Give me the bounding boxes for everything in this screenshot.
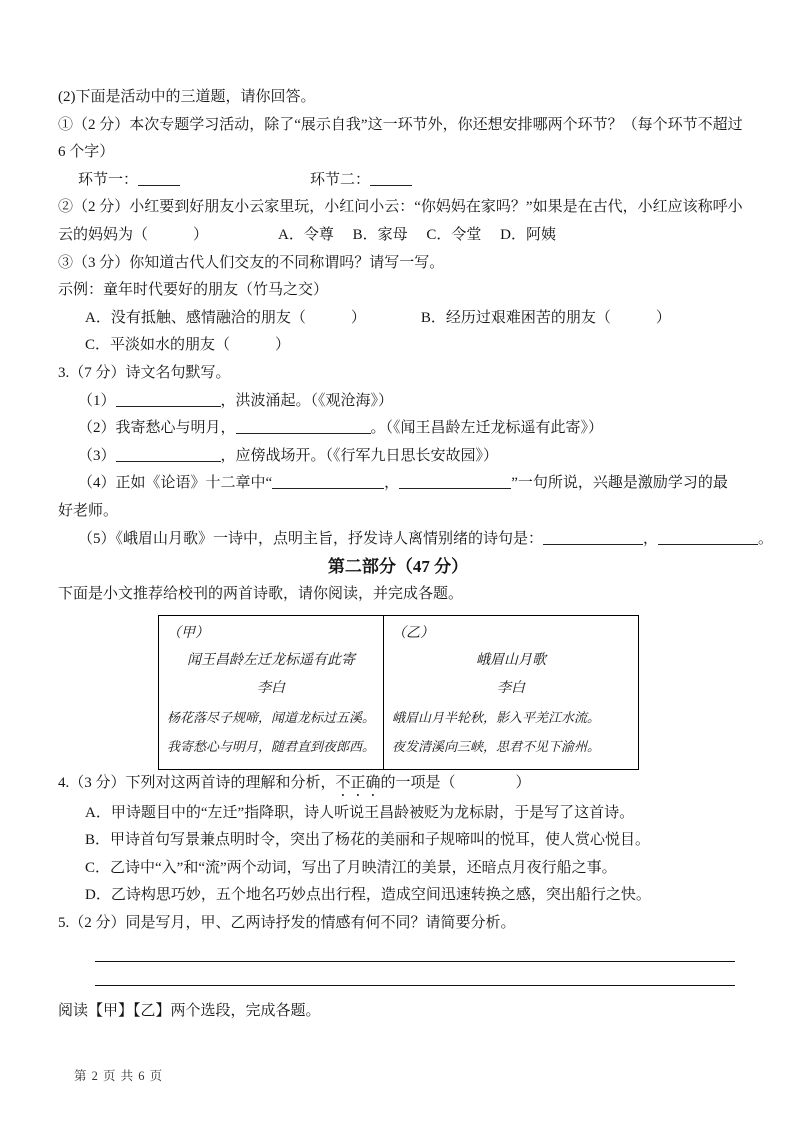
q3-item5-post: 。 <box>758 530 774 547</box>
q3-item4 <box>58 470 738 498</box>
answer-blank <box>116 446 221 462</box>
answer-blank <box>399 473 511 489</box>
q3-item5-mid: ， <box>643 530 659 547</box>
q3-item1-pre: （1） <box>78 392 116 409</box>
poem-yi-label: （乙） <box>392 625 435 641</box>
q3-item5 <box>58 526 774 554</box>
q4-stem-post: 的一项是（ ） <box>380 774 531 791</box>
q3-item3-post: ，应傍战场开。（《行军九日思长安故园》） <box>220 447 499 464</box>
q3-item2 <box>58 415 738 443</box>
item3-example: 示例：童年时代要好的朋友（竹马之交） <box>58 282 329 299</box>
poem-yi-title: 峨眉山月歌 <box>476 652 547 668</box>
item3-option-b: B．经历过艰难困苦的朋友（ ） <box>420 309 671 326</box>
answer-line <box>95 962 735 986</box>
q3-item2-post: 。（《闻王昌龄左迁龙标遥有此寄》） <box>370 420 604 437</box>
answer-line <box>95 944 735 962</box>
q3-title: 3.（7 分）诗文名句默写。 <box>58 364 231 381</box>
q3-item5-pre: （5）《峨眉山月歌》一诗中，点明主旨，抒发诗人离情别绪的诗句是： <box>78 530 544 547</box>
q4-option-a: A．甲诗题目中的“左迁”指降职，诗人听说王昌龄被贬为龙标尉，于是写了这首诗。 <box>85 804 635 821</box>
q3-item4-cont: 好老师。 <box>58 502 119 519</box>
q4-option-b: B．甲诗首句写景兼点明时令，突出了杨花的美丽和子规啼叫的悦耳，使人赏心悦目。 <box>85 832 651 849</box>
q4-emphasized-text: 不正确 <box>335 774 381 791</box>
answer-blank <box>236 418 371 434</box>
answer-blank <box>272 473 384 489</box>
poem-yi-author: 李白 <box>497 680 526 696</box>
item2-line2 <box>58 222 738 250</box>
answer-blank <box>543 529 643 545</box>
q3-item4-post: ”一句所说，兴趣是激励学习的最 <box>511 475 728 492</box>
item2-stem: 云的妈妈为（ ） <box>58 226 209 243</box>
item3-line1: ③（3 分）你知道古代人们交友的不同称谓吗？请写一写。 <box>58 254 445 271</box>
item3-options-ab <box>58 305 738 333</box>
part2-lead: 下面是小文推荐给校刊的两首诗歌，请你阅读，并完成各题。 <box>58 586 464 603</box>
answer-blank <box>138 170 180 186</box>
poem-jia-label: （甲） <box>167 625 209 641</box>
poem-jia-verse1: 杨花落尽子规啼，闻道龙标过五溪。 <box>167 709 376 725</box>
poem-cell-jia <box>159 615 384 769</box>
q3-item1 <box>58 388 738 416</box>
answer-blank <box>370 170 412 186</box>
q4-stem <box>58 770 738 800</box>
answer-blank <box>658 529 758 545</box>
q3-item4-mid: ， <box>384 475 400 492</box>
q4-option-c: C．乙诗中“入”和“流”两个动词，写出了月映清江的美景，还暗点月夜行船之事。 <box>85 859 617 876</box>
poem-yi-verse1: 峨眉山月半轮秋，影入平羌江水流。 <box>392 709 601 725</box>
page-footer: 第 2 页 共 6 页 <box>74 1069 164 1083</box>
q3-item3-pre: （3） <box>78 447 116 464</box>
poem-jia-author: 李白 <box>257 680 285 696</box>
item2-line1: ②（2 分）小红要到好朋友小云家里玩，小红问小云：“你妈妈在家吗？”如果是在古代，小红应该称呼小 <box>58 199 743 216</box>
part1-lead: (2)下面是活动中的三道题，请你回答。 <box>58 89 316 105</box>
poem-cell-yi <box>384 615 639 769</box>
exam-content <box>58 84 774 1025</box>
poem-jia-verse2: 我寄愁心与明月，随君直到夜郎西。 <box>167 738 376 754</box>
poem-comparison-table <box>158 615 639 770</box>
answer-blank <box>116 391 221 407</box>
q4-stem-pre: 4.（3 分）下列对这两首诗的理解和分析， <box>58 774 336 791</box>
q4-option-d: D．乙诗构思巧妙，五个地名巧妙点出行程，造成空间迅速转换之感，突出船行之快。 <box>85 887 651 904</box>
poem-jia-title: 闻王昌龄左迁龙标遥有此寄 <box>187 652 355 668</box>
item1-line2: 6 个字） <box>58 144 115 161</box>
item1-line1: ①（2 分）本次专题学习活动，除了“展示自我”这一环节外，你还想安排哪两个环节？（每个环节不超过 <box>58 116 743 133</box>
q3-item2-pre: （2）我寄愁心与明月， <box>78 420 236 437</box>
item1-blanks-row <box>58 167 738 195</box>
q5-stem: 5.（2 分）同是写月，甲、乙两诗抒发的情感有何不同？请简要分析。 <box>58 915 516 932</box>
item3-option-c: C．平淡如水的朋友（ ） <box>85 337 291 354</box>
item3-option-a: A．没有抵触、感情融洽的朋友（ ） <box>85 309 366 326</box>
item2-options: A．令尊 B．家母 C．令堂 D．阿姨 <box>278 226 556 243</box>
q3-item1-post: ，洪波涌起。（《观沧海》） <box>220 392 394 409</box>
part2-heading: 第二部分（47 分） <box>327 557 469 577</box>
reading-lead: 阅读【甲】【乙】两个选段，完成各题。 <box>58 1002 321 1019</box>
q3-item3 <box>58 443 738 471</box>
q3-item4-pre: （4）正如《论语》十二章中“ <box>78 475 273 492</box>
blank-a-label: 环节一： <box>78 171 139 188</box>
blank-b-label: 环节二： <box>310 171 371 188</box>
poem-yi-verse2: 夜发清溪向三峡，思君不见下渝州。 <box>392 738 601 754</box>
